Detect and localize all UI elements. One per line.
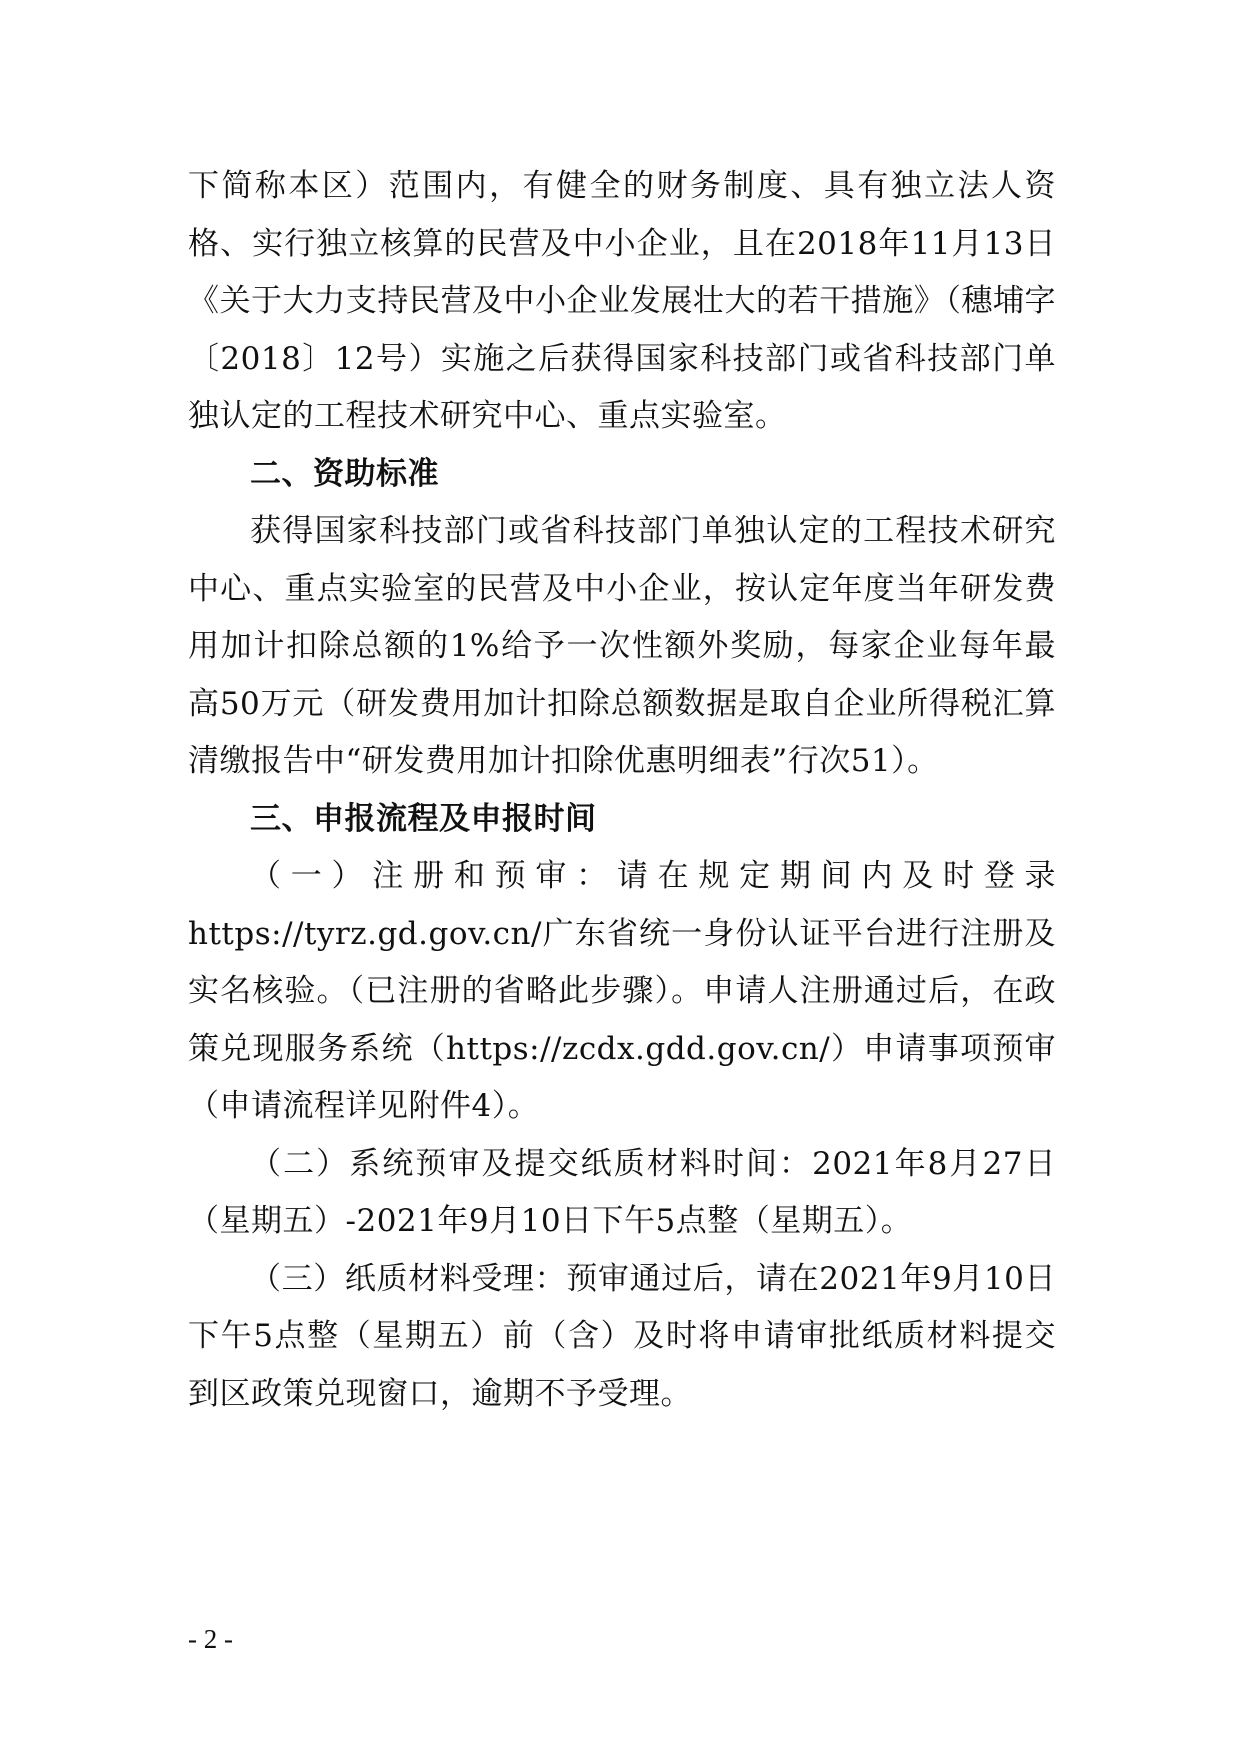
paragraph-registration-and-pre-review: （一）注册和预审：请在规定期间内及时登录https://tyrz.gd.gov.cn/广东省统一身份认证平台进行注册及实名核验。（已注册的省略此步骤）。申请人注册通过后，在政策兑现服务系统（https://zcdx.gdd.gov.cn/）申请事项预审（申请流程详见附件4）。 <box>188 858 1056 1124</box>
paragraph-paper-materials-acceptance: （三）纸质材料受理：预审通过后，请在2021年9月10日下午5点整（星期五）前（含）及时将申请审批纸质材料提交到区政策兑现窗口，逾期不予受理。 <box>188 1260 1056 1412</box>
paragraph-funding-standard: 获得国家科技部门或省科技部门单独认定的工程技术研究中心、重点实验室的民营及中小企业，按认定年度当年研发费用加计扣除总额的1%给予一次性额外奖励，每家企业每年最高50万元（研发费用加计扣除总额数据是取自企业所得税汇算清缴报告中“研发费用加计扣除优惠明细表”行次51）。 <box>188 513 1056 779</box>
section-heading-funding-standard: 二、资助标准 <box>250 455 439 492</box>
paragraph-eligibility-continued: 下简称本区）范围内，有健全的财务制度、具有独立法人资格、实行独立核算的民营及中小企业，且在2018年11月13日《关于大力支持民营及中小企业发展壮大的若干措施》（穗埔字〔2018〕12号）实施之后获得国家科技部门或省科技部门单独认定的工程技术研究中心、重点实验室。 <box>188 168 1056 434</box>
paragraph-submission-period: （二）系统预审及提交纸质材料时间：2021年8月27日（星期五）-2021年9月10日下午5点整（星期五）。 <box>188 1145 1056 1239</box>
page-number: - 2 - <box>188 1624 233 1654</box>
section-heading-application-process: 三、申报流程及申报时间 <box>250 800 597 837</box>
document-body <box>188 158 1056 1423</box>
